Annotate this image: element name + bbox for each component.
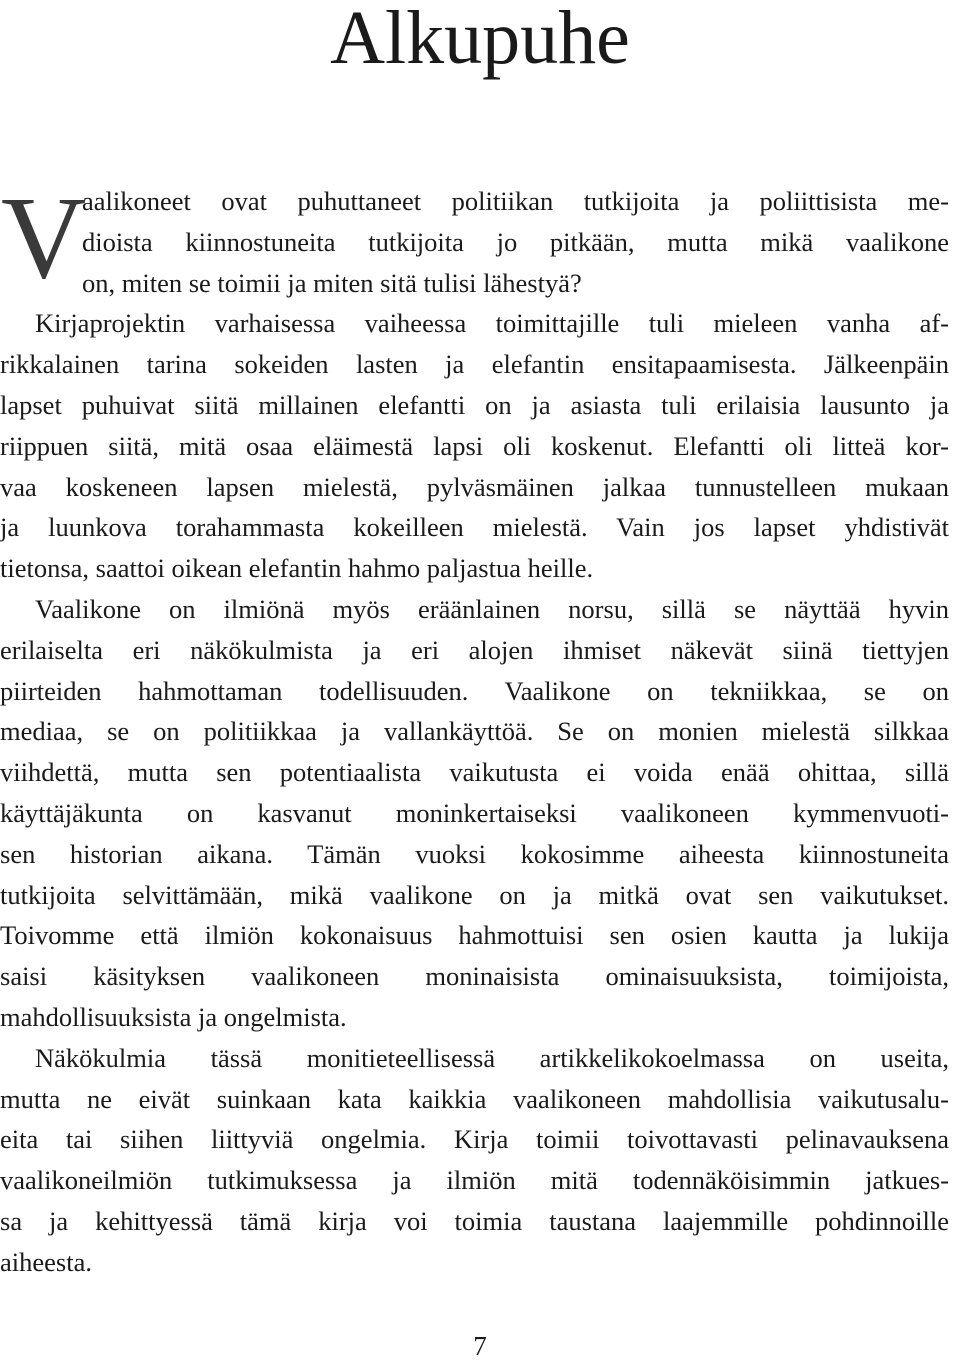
text-line: eita tai siihen liittyviä ongelmia. Kirja toimii toivottavasti pelinavauksena [0, 1124, 949, 1155]
page-number: 7 [473, 1331, 487, 1361]
text-line: rikkalainen tarina sokeiden lasten ja elefantin ensitapaamisesta. Jälkeenpäin [0, 349, 949, 380]
text-line: vaalikoneilmiön tutkimuksessa ja ilmiön mitä todennäköisimmin jatkues- [0, 1165, 949, 1196]
text-line: tietonsa, saattoi oikean elefantin hahmo paljastua heille. [0, 553, 594, 584]
text-line: ja luunkova torahammasta kokeilleen mielestä. Vain jos lapset yhdistivät [0, 512, 949, 543]
text-line: sen historian aikana. Tämän vuoksi kokosimme aiheesta kiinnostuneita [0, 838, 949, 869]
page-title: Alkupuhe [330, 0, 630, 80]
text-line: aiheesta. [0, 1246, 92, 1277]
text-line: Näkökulmia tässä monitieteellisessä artikkelikokoelmassa on useita, [35, 1042, 949, 1073]
text-line: mahdollisuuksista ja ongelmista. [0, 1001, 347, 1032]
text-line: Toivomme että ilmiön kokonaisuus hahmottuisi sen osien kautta ja lukija [0, 920, 949, 951]
text-line: viihdettä, mutta sen potentiaalista vaikutusta ei voida enää ohittaa, sillä [0, 757, 949, 788]
body-text [0, 172, 960, 1283]
text-line: on, miten se toimii ja miten sitä tulisi lähestyä? [82, 267, 582, 298]
drop-cap: V [1, 172, 87, 303]
text-line: käyttäjäkunta on kasvanut moninkertaiseksi vaalikoneen kymmenvuoti- [0, 797, 949, 828]
text-line: aalikoneet ovat puhuttaneet politiikan tutkijoita ja poliittisista me- [82, 186, 949, 216]
text-line: Kirjaprojektin varhaisessa vaiheessa toimittajille tuli mieleen vanha af- [35, 308, 949, 339]
text-line: vaa koskeneen lapsen mielestä, pylväsmäinen jalkaa tunnustelleen mukaan [0, 471, 949, 502]
text-line: riippuen siitä, mitä osaa eläimestä lapsi oli koskenut. Elefantti oli litteä kor- [0, 430, 949, 461]
text-line: lapset puhuivat siitä millainen elefantti on ja asiasta tuli erilaisia lausunto ja [0, 389, 949, 420]
text-line: mutta ne eivät suinkaan kata kaikkia vaalikoneen mahdollisia vaikutusalu- [0, 1083, 949, 1114]
text-line: erilaiselta eri näkökulmista ja eri alojen ihmiset näkevät siinä tiettyjen [0, 634, 949, 665]
text-line: sa ja kehittyessä tämä kirja voi toimia taustana laajemmille pohdinnoille [0, 1205, 949, 1236]
text-line: saisi käsityksen vaalikoneen moninaisista ominaisuuksista, toimijoista, [0, 961, 949, 992]
text-line: dioista kiinnostuneita tutkijoita jo pitkään, mutta mikä vaalikone [82, 226, 949, 257]
text-line: piirteiden hahmottaman todellisuuden. Vaalikone on tekniikkaa, se on [0, 675, 949, 706]
text-line: Vaalikone on ilmiönä myös eräänlainen norsu, sillä se näyttää hyvin [35, 593, 949, 624]
text-line: mediaa, se on politiikkaa ja vallankäyttöä. Se on monien mielestä silkkaa [0, 716, 949, 747]
text-line: tutkijoita selvittämään, mikä vaalikone on ja mitkä ovat sen vaikutukset. [0, 879, 949, 910]
